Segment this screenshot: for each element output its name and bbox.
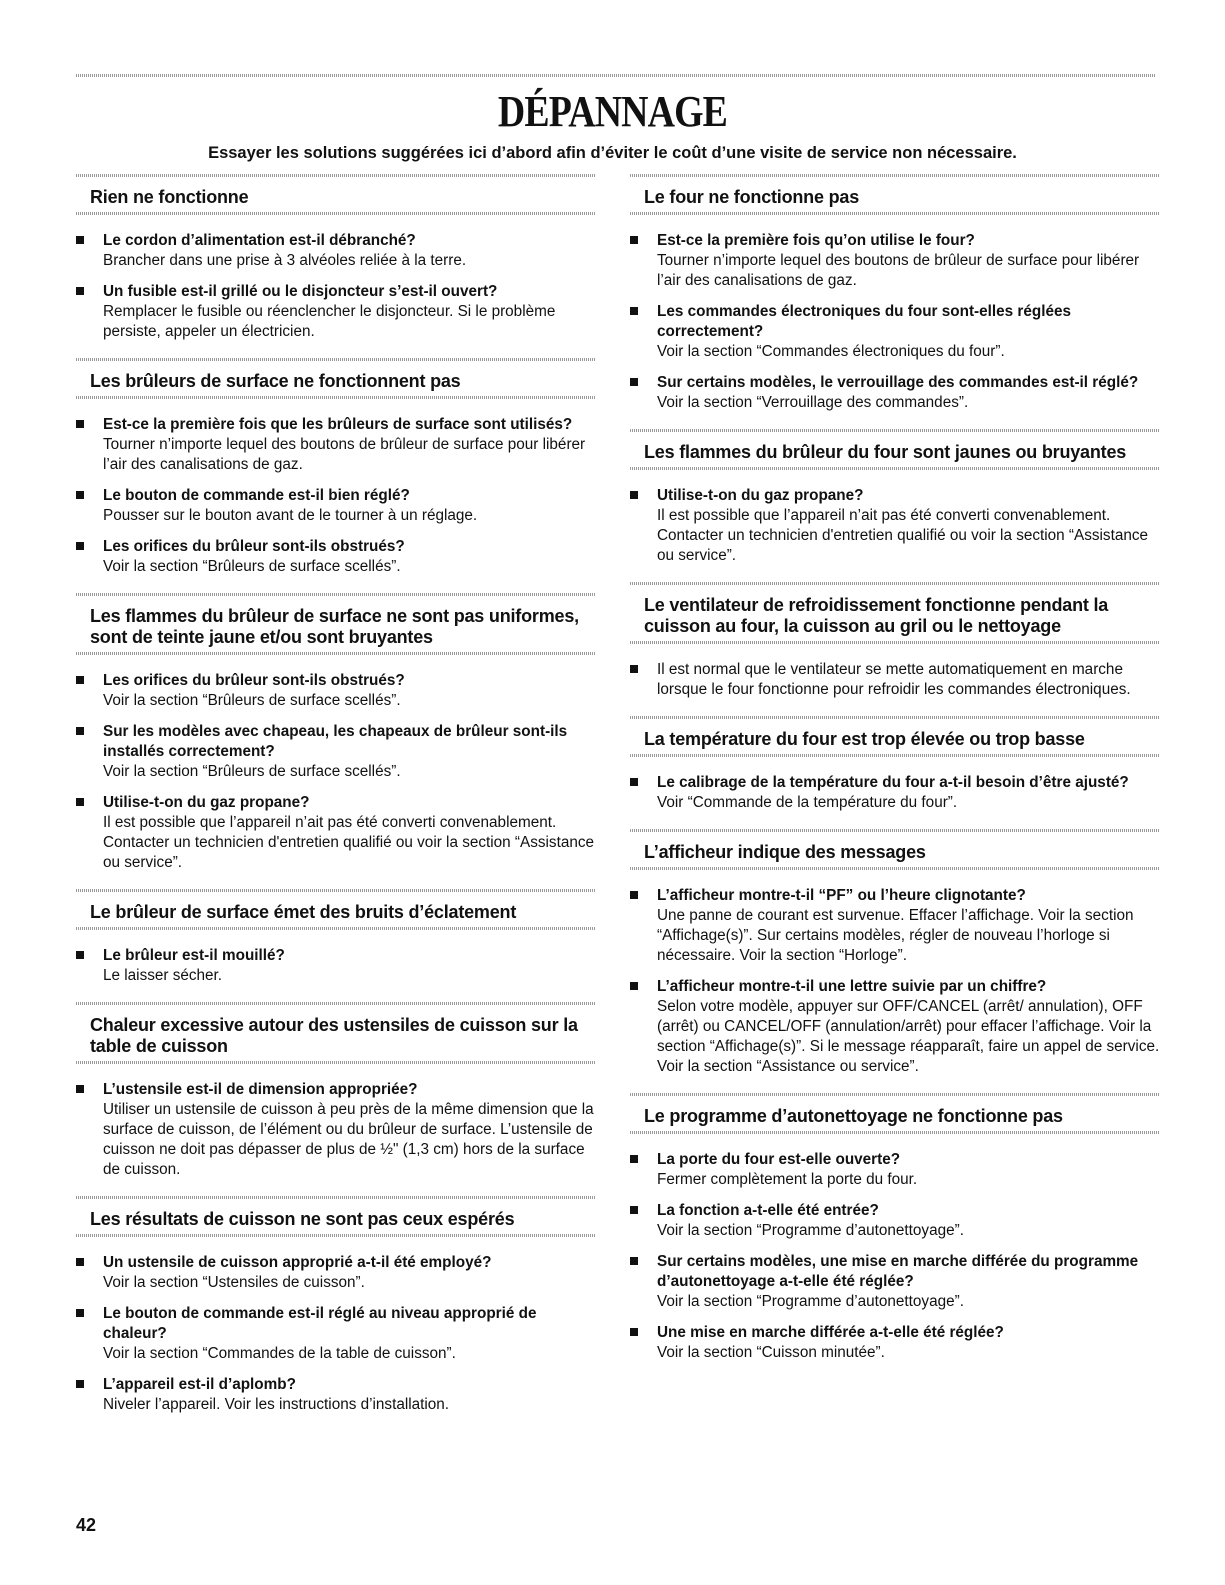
square-bullet-icon: [630, 982, 638, 990]
square-bullet-icon: [630, 891, 638, 899]
item-answer: Niveler l’appareil. Voir les instructions d’installation.: [103, 1396, 450, 1413]
item-answer: Voir la section “Commandes de la table de cuisson”.: [103, 1345, 456, 1362]
list-item: [76, 1304, 596, 1364]
list-item: [76, 1080, 596, 1180]
list-item: [76, 671, 596, 711]
list-item: [630, 486, 1160, 566]
square-bullet-icon: [630, 1206, 638, 1214]
square-bullet-icon: [76, 676, 84, 684]
item-answer: Le laisser sécher.: [103, 967, 223, 984]
item-answer: Voir la section “Programme d’autonettoyage”.: [657, 1222, 964, 1239]
section-title: Le brûleur de surface émet des bruits d’éclatement: [90, 902, 517, 922]
item-question: La fonction a-t-elle été entrée?: [657, 1202, 879, 1219]
item-question: Les orifices du brûleur sont-ils obstrués?: [103, 672, 405, 689]
troubleshooting-section: [630, 829, 1160, 1077]
section-items: [630, 1134, 1160, 1363]
item-question: Une mise en marche différée a-t-elle été réglée?: [657, 1324, 1004, 1341]
list-item: [630, 1252, 1160, 1312]
item-question: Le cordon d’alimentation est-il débranché?: [103, 232, 416, 249]
item-answer: Voir la section “Brûleurs de surface scellés”.: [103, 763, 401, 780]
square-bullet-icon: [630, 1155, 638, 1163]
item-answer: Tourner n’importe lequel des boutons de brûleur de surface pour libérer l’air des canalisations de gaz.: [657, 252, 1140, 289]
troubleshooting-section: [76, 358, 596, 577]
item-question: Un fusible est-il grillé ou le disjoncteur s’est-il ouvert?: [103, 283, 498, 300]
troubleshooting-section: [630, 429, 1160, 566]
section-items: [76, 1237, 596, 1415]
item-question: Est-ce la première fois que les brûleurs de surface sont utilisés?: [103, 416, 573, 433]
list-item: [76, 722, 596, 782]
item-question: Est-ce la première fois qu’on utilise le four?: [657, 232, 975, 249]
section-items: [76, 930, 596, 986]
item-answer: Voir la section “Cuisson minutée”.: [657, 1344, 885, 1361]
item-answer: Remplacer le fusible ou réenclencher le disjoncteur. Si le problème persiste, appeler un électricien.: [103, 303, 556, 340]
list-item: [630, 977, 1160, 1077]
page-title: DÉPANNAGE: [497, 87, 728, 136]
item-answer: Il est normal que le ventilateur se mette automatiquement en marche lorsque le four fonctionne pour refroidir les commandes électroniques.: [657, 661, 1131, 698]
item-question: Sur certains modèles, le verrouillage des commandes est-il réglé?: [657, 374, 1139, 391]
section-items: [76, 1064, 596, 1180]
section-title: Les flammes du brûleur de surface ne sont pas uniformes, sont de teinte jaune et/ou sont bruyantes: [90, 606, 579, 647]
item-answer: Fermer complètement la porte du four.: [657, 1171, 918, 1188]
section-items: [76, 655, 596, 873]
list-item: [76, 486, 596, 526]
item-answer: Utiliser un ustensile de cuisson à peu près de la même dimension que la surface de cuisson, de l’élément ou du brûleur de surface. L’ustensile de cuisson ne doit pas dépasser de plus de ½" (1,3 cm) hors de la surface de cuisson.: [103, 1101, 594, 1178]
list-item: [76, 1375, 596, 1415]
item-answer: Voir la section “Brûleurs de surface scellés”.: [103, 692, 401, 709]
item-question: La porte du four est-elle ouverte?: [657, 1151, 901, 1168]
item-question: L’afficheur montre-t-il “PF” ou l’heure clignotante?: [657, 887, 1026, 904]
section-title: Les flammes du brûleur du four sont jaunes ou bruyantes: [644, 442, 1127, 462]
section-items: [630, 757, 1160, 813]
list-item: [630, 886, 1160, 966]
square-bullet-icon: [630, 1257, 638, 1265]
square-bullet-icon: [76, 951, 84, 959]
square-bullet-icon: [630, 778, 638, 786]
page-number: 42: [76, 1515, 97, 1535]
item-question: Utilise-t-on du gaz propane?: [103, 794, 310, 811]
section-title: La température du four est trop élevée ou trop basse: [644, 729, 1085, 749]
page-subtitle: Essayer les solutions suggérées ici d’abord afin d’éviter le coût d’une visite de service non nécessaire.: [208, 144, 1017, 162]
section-items: [630, 215, 1160, 413]
item-answer: Selon votre modèle, appuyer sur OFF/CANCEL (arrêt/ annulation), OFF (arrêt) ou CANCEL/OFF (annulation/arrêt) pour effacer l’affichage. Voir la section “Affichage(s)”. Si le message réapparaît, faire un appel de service. Voir la section “Assistance ou service”.: [657, 998, 1160, 1075]
item-question: L’ustensile est-il de dimension appropriée?: [103, 1081, 418, 1098]
item-answer: Tourner n’importe lequel des boutons de brûleur de surface pour libérer l’air des canalisations de gaz.: [103, 436, 586, 473]
item-question: Un ustensile de cuisson approprié a-t-il été employé?: [103, 1254, 492, 1271]
square-bullet-icon: [630, 491, 638, 499]
list-item: [76, 537, 596, 577]
square-bullet-icon: [630, 378, 638, 386]
item-question: Sur certains modèles, une mise en marche différée du programme d’autonettoyage a-t-elle été réglée?: [657, 1253, 1139, 1290]
list-item: [630, 1201, 1160, 1241]
list-item: [76, 282, 596, 342]
section-title: L’afficheur indique des messages: [644, 842, 926, 862]
troubleshooting-section: [630, 1093, 1160, 1363]
item-answer: Voir la section “Brûleurs de surface scellés”.: [103, 558, 401, 575]
troubleshooting-section: [76, 1002, 596, 1180]
item-answer: Voir “Commande de la température du four”.: [657, 794, 958, 811]
square-bullet-icon: [76, 287, 84, 295]
item-answer: Une panne de courant est survenue. Effacer l’affichage. Voir la section “Affichage(s)”. Sur certains modèles, régler de nouveau l’horloge si nécessaire. Voir la section “Horloge”.: [657, 907, 1134, 964]
section-title: Rien ne fonctionne: [90, 187, 249, 207]
list-item: [630, 1323, 1160, 1363]
square-bullet-icon: [630, 1328, 638, 1336]
item-answer: Voir la section “Ustensiles de cuisson”.: [103, 1274, 365, 1291]
list-item: [76, 793, 596, 873]
list-item: [76, 415, 596, 475]
section-title: Le programme d’autonettoyage ne fonctionne pas: [644, 1106, 1063, 1126]
item-answer: Pousser sur le bouton avant de le tourner à un réglage.: [103, 507, 478, 524]
item-question: Les orifices du brûleur sont-ils obstrués?: [103, 538, 405, 555]
section-title: Les brûleurs de surface ne fonctionnent pas: [90, 371, 461, 391]
item-answer: Voir la section “Verrouillage des commandes”.: [657, 394, 969, 411]
section-items: [630, 470, 1160, 566]
square-bullet-icon: [76, 1258, 84, 1266]
list-item: [630, 302, 1160, 362]
right-column: [630, 174, 1160, 1379]
item-question: Le calibrage de la température du four a-t-il besoin d’être ajusté?: [657, 774, 1129, 791]
item-question: Le bouton de commande est-il réglé au niveau approprié de chaleur?: [103, 1305, 537, 1342]
section-items: [76, 399, 596, 577]
item-answer: Voir la section “Commandes électroniques du four”.: [657, 343, 1005, 360]
troubleshooting-section: [76, 889, 596, 986]
square-bullet-icon: [76, 1085, 84, 1093]
section-title: Le four ne fonctionne pas: [644, 187, 860, 207]
section-title: Les résultats de cuisson ne sont pas ceux espérés: [90, 1209, 515, 1229]
list-item: [76, 1253, 596, 1293]
list-item: [630, 231, 1160, 291]
section-items: [630, 644, 1160, 700]
item-question: Le brûleur est-il mouillé?: [103, 947, 285, 964]
square-bullet-icon: [630, 236, 638, 244]
square-bullet-icon: [76, 542, 84, 550]
item-answer: Il est possible que l’appareil n’ait pas été converti convenablement. Contacter un technicien d'entretien qualifié ou voir la section “Assistance ou service”.: [657, 507, 1148, 564]
section-title: Le ventilateur de refroidissement fonctionne pendant la cuisson au four, la cuisson au gril ou le nettoyage: [644, 595, 1109, 636]
item-question: L’appareil est-il d’aplomb?: [103, 1376, 296, 1393]
troubleshooting-section: [630, 582, 1160, 700]
troubleshooting-section: [76, 174, 596, 342]
item-question: Utilise-t-on du gaz propane?: [657, 487, 864, 504]
list-item: [76, 231, 596, 271]
square-bullet-icon: [76, 1309, 84, 1317]
square-bullet-icon: [76, 798, 84, 806]
list-item: [630, 660, 1160, 700]
list-item: [630, 1150, 1160, 1190]
troubleshooting-section: [630, 174, 1160, 413]
troubleshooting-section: [76, 593, 596, 873]
item-answer: Voir la section “Programme d’autonettoyage”.: [657, 1293, 964, 1310]
troubleshooting-section: [76, 1196, 596, 1415]
left-column: [76, 174, 596, 1431]
item-answer: Il est possible que l’appareil n’ait pas été converti convenablement. Contacter un technicien d'entretien qualifié ou voir la section “Assistance ou service”.: [103, 814, 594, 871]
section-title: Chaleur excessive autour des ustensiles de cuisson sur la table de cuisson: [90, 1015, 578, 1056]
list-item: [630, 373, 1160, 413]
list-item: [76, 946, 596, 986]
top-rule: [76, 74, 1156, 77]
item-question: Sur les modèles avec chapeau, les chapeaux de brûleur sont-ils installés correctement?: [103, 723, 568, 760]
section-items: [76, 215, 596, 342]
square-bullet-icon: [76, 727, 84, 735]
troubleshooting-section: [630, 716, 1160, 813]
square-bullet-icon: [630, 307, 638, 315]
item-question: Les commandes électroniques du four sont-elles réglées correctement?: [657, 303, 1071, 340]
item-question: Le bouton de commande est-il bien réglé?: [103, 487, 410, 504]
section-items: [630, 870, 1160, 1077]
square-bullet-icon: [76, 1380, 84, 1388]
square-bullet-icon: [630, 665, 638, 673]
square-bullet-icon: [76, 420, 84, 428]
square-bullet-icon: [76, 491, 84, 499]
item-question: L’afficheur montre-t-il une lettre suivie par un chiffre?: [657, 978, 1047, 995]
item-answer: Brancher dans une prise à 3 alvéoles reliée à la terre.: [103, 252, 467, 269]
list-item: [630, 773, 1160, 813]
square-bullet-icon: [76, 236, 84, 244]
